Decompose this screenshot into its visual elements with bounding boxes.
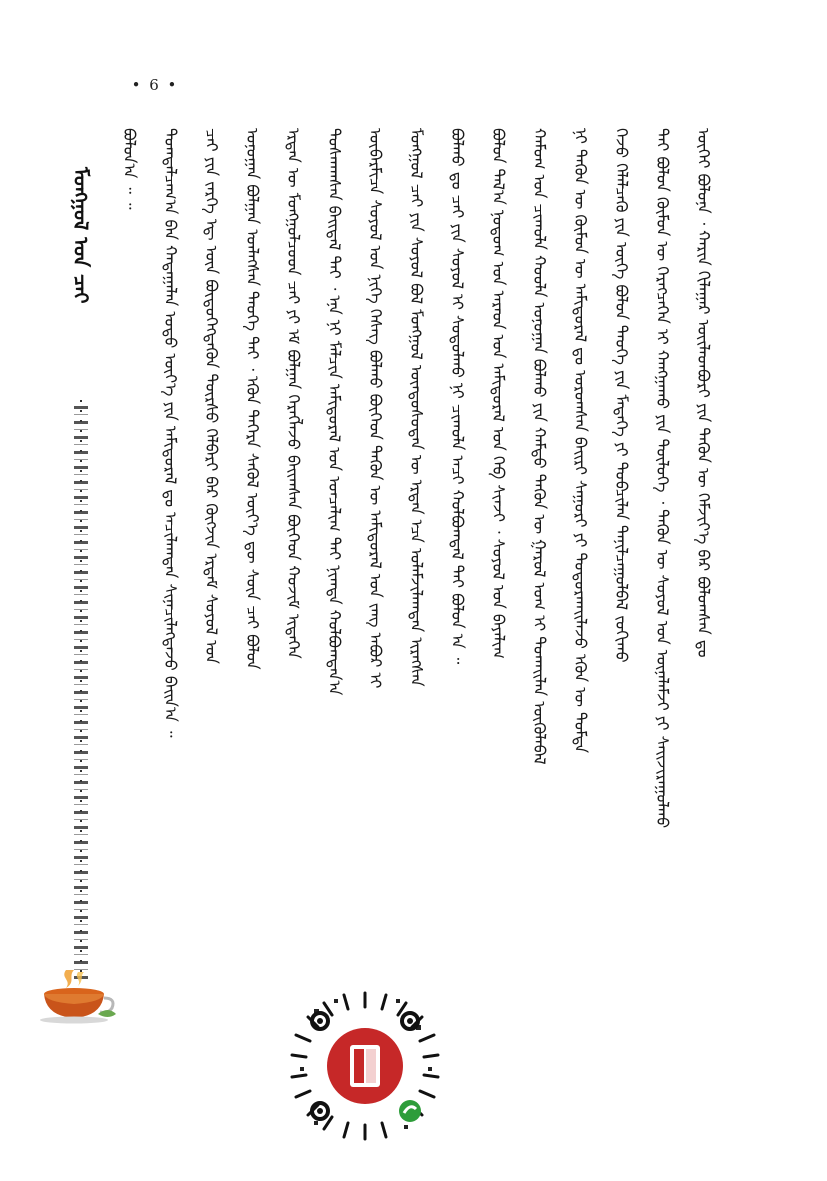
text-column: ᠲᠣᠭᠲᠠᠯᠴᠠᠭ᠎ᠠ ᠪᠠᠨ ᠬᠠᠳᠠᠭᠠᠯᠠᠨ ᠣᠳᠣ ᠦᠶ᠎ᠡ ᠶᠢᠨ ᠠᠮᠢᠳᠤᠷᠠᠯ ᠳᠤ ᠠᠴᠢᠯᠠᠭᠳᠠᠨ ᠰᠢᠨᠡᠴᠢᠯᠡᠭᠳᠡᠵᠦ ᠪᠠᠢᠨ᠎ᠠ ᠃ bbox=[161, 128, 180, 738]
text-column: ᠥᠪᠡᠷᠮᠢᠴᠡ ᠰᠣᠶᠤᠯ ᠤᠨ ᠨᠢᠭᠡ ᠬᠡᠰᠡᠭ ᠪᠣᠯᠬᠤ ᠪᠥᠭᠡᠳ ᠲᠡᠭᠦᠨ ᠦ ᠠᠮᠢᠳᠤᠷᠠᠯ ᠤᠨ ᠵᠠᠩ ᠠᠪᠤᠷ ᠢ bbox=[366, 128, 385, 689]
qr-code-icon bbox=[284, 985, 446, 1147]
text-column: ᠲᠤᠰᠬᠠᠭᠰᠠᠨ ᠪᠠᠢᠳᠠᠯ ᠲᠠᠢ ᠂ ᠡᠨᠡ ᠨᠢ ᠮᠠᠯᠴᠢᠨ ᠠᠮᠢᠳᠤᠷᠠᠯ ᠤᠨ ᠣᠨᠴᠠᠯᠢᠭ ᠲᠠᠢ ᠨᠢᠭᠲᠠ ᠬᠣᠯᠪᠣᠭᠳᠠᠨ᠎ᠠ bbox=[325, 128, 344, 696]
text-column: ᠨᠢ ᠲᠡᠭᠦᠨ ᠦ ᠬᠦᠮᠦᠨ ᠦ ᠠᠮᠢᠳᠤᠷᠠᠯ ᠳᠤ ᠣᠷᠣᠭᠰᠠᠨ ᠪᠠᠢᠷᠢ ᠰᠠᠭᠤᠷᠢ ᠶᠢ ᠲᠣᠳᠣᠷᠬᠠᠢᠯᠠᠵᠤ ᠡᠭᠦᠨ ᠦ ᠳᠤᠮᠳᠠ bbox=[571, 128, 590, 754]
ornamental-border bbox=[74, 400, 88, 980]
text-column: ᠭᠡᠵᠦ ᠬᠡᠯᠡᠯᠴᠡᠬᠦ ᠶᠢᠨ ᠦᠭᠡ ᠪᠣᠯᠤᠨ ᠲᠡᠦᠬᠡ ᠶᠢᠨ ᠮᠡᠳᠡᠭᠡ ᠶᠢ ᠲᠣᠪᠴᠢᠯᠠᠨ ᠲᠠᠨᠢᠯᠴᠠᠭᠤᠯᠪᠠᠯ ᠵᠣᠬᠢᠬᠤ bbox=[612, 128, 631, 663]
text-column: ᠮᠣᠩᠭᠣᠯ ᠴᠠᠢ ᠶᠢᠨ ᠰᠣᠶᠤᠯ ᠪᠣᠯ ᠮᠣᠩᠭᠣᠯ ᠦᠨᠳᠦᠰᠦᠲᠡᠨ ᠦ ᠡᠷᠲᠡᠨ ᠡᠴᠡ ᠤᠯᠠᠮᠵᠢᠯᠠᠭᠳᠠᠨ ᠢᠷᠡᠭᠰᠡᠨ bbox=[407, 128, 426, 687]
text-column: ᠬᠠᠮᠤᠭ ᠤᠨ ᠴᠢᠬᠤᠯᠠ ᠬᠣᠣᠯᠠ ᠤᠨᠤᠭᠠᠨ ᠪᠣᠯᠬᠤ ᠶᠢᠨ ᠬᠠᠮᠲᠤ ᠲᠡᠭᠦᠨ ᠦ ᠭᠠᠷᠤᠯ ᠤᠭ ᠢ ᠲᠤᠬᠠᠢᠯᠠᠨ ᠥᠭᠦᠯᠡᠪᠡᠯ bbox=[530, 128, 549, 765]
text-column: ᠪᠣᠯᠬᠤ ᠳᠤ ᠴᠠᠢ ᠶᠢᠨ ᠰᠣᠶᠤᠯ ᠢ ᠰᠤᠳᠤᠯᠬᠤ ᠨᠢ ᠴᠢᠬᠤᠯᠠ ᠠᠴᠢ ᠬᠣᠯᠪᠣᠭᠳᠠᠯ ᠲᠠᠢ ᠪᠣᠯᠤᠨ ᠠ ᠃ bbox=[448, 128, 467, 665]
running-title bbox=[69, 128, 93, 343]
text-column: ᠦᠭᠡᠢ ᠪᠣᠯᠤᠨᠠ ᠂ ᠬᠠᠷᠢᠨ ᠬᠢᠯᠠᠭᠠᠷ ᠦᠢᠯᠡᠳᠪᠦᠷᠢ ᠶᠢᠨ ᠲᠡᠭᠦᠨ ᠦ ᠬᠡᠮᠵᠢᠶ᠎ᠡ ᠪᠡᠷ ᠪᠣᠯᠣᠭᠰᠠᠨ ᠳᠤ bbox=[694, 128, 713, 658]
text-column: ᠴᠠᠢ ᠶᠢᠨ ᠵᠡᠷᠭᠡ ᠡᠳ᠋ ᠦᠨ ᠪᠦᠲᠦᠭᠡᠭᠳᠡᠬᠦᠨ ᠳᠦᠷᠰᠦ ᠬᠡᠯᠪᠡᠷᠢ ᠪᠡᠷ ᠬᠥᠭᠵᠢᠨ ᠡᠷᠳᠡᠮ ᠰᠣᠶᠤᠯ ᠤᠨ bbox=[202, 128, 221, 665]
text-column: ᠡᠷᠲᠡᠨ ᠦ ᠮᠣᠩᠭᠣᠯᠴᠤᠳ ᠴᠠᠢ ᠶᠢ ᠡᠮ ᠪᠣᠯᠭᠠᠨ ᠬᠡᠷᠡᠭᠯᠡᠵᠦ ᠪᠠᠢᠭᠰᠠᠨ ᠪᠥᠭᠡᠳ ᠬᠣᠵᠢᠮ ᠢᠳᠡᠭᠡᠨ bbox=[284, 128, 303, 659]
text-column: ᠤᠨᠤᠭᠠᠨ ᠪᠣᠯᠭᠠᠨ ᠡᠳᠯᠡᠭᠰᠡᠨ ᠲᠡᠦᠬᠡ ᠲᠠᠢ ᠂ ᠡᠭᠦᠨ ᠳᠡᠭᠡᠷᠡ ᠰᠡᠭᠦᠯ ᠦᠶ᠎ᠡ ᠳᠦ ᠰᠦᠨ ᠴᠠᠢ ᠪᠣᠯᠤᠨ bbox=[243, 128, 262, 670]
running-title-text: ᠮᠣᠩᠭᠣᠯ ᠤᠨ ᠴᠠᠢ bbox=[69, 167, 93, 304]
text-column: ᠪᠣᠯᠤᠨ ᠲᠠᠯ᠎ᠠ ᠨᠤᠲᠤᠭ ᠤᠨ ᠠᠷᠠᠳ ᠤᠨ ᠠᠮᠢᠳᠤᠷᠠᠯ ᠤᠨ ᠬᠡᠪ ᠰᠢᠨᠵᠢ ᠂ ᠰᠣᠶᠤᠯ ᠤᠨ ᠪᠠᠶᠠᠯᠢᠭ bbox=[489, 128, 508, 659]
text-column: ᠲᠠᠢ ᠪᠣᠯᠣᠨ ᠬᠦᠮᠦᠨ ᠦ ᠬᠡᠷᠡᠭᠴᠡᠭᠡᠨ ᠢ ᠬᠠᠩᠭᠠᠬᠤ ᠶᠢᠨ ᠲᠦᠯᠦᠭᠡ ᠂ ᠲᠡᠭᠦᠨ ᠦ ᠰᠣᠶᠤᠯ ᠤᠨ ᠦᠨᠡᠯᠡᠮᠵᠢ ᠶᠢ ᠰᠠᠢᠵᠢᠷᠠᠭᠤᠯᠬᠤ bbox=[653, 128, 672, 829]
page-number: • 6 • bbox=[131, 76, 179, 94]
text-column: ᠪᠣᠯᠤᠨ᠎ᠠ ᠃ ᠃ bbox=[120, 128, 139, 210]
tea-cup-icon bbox=[38, 968, 120, 1024]
text-body bbox=[118, 128, 714, 1048]
